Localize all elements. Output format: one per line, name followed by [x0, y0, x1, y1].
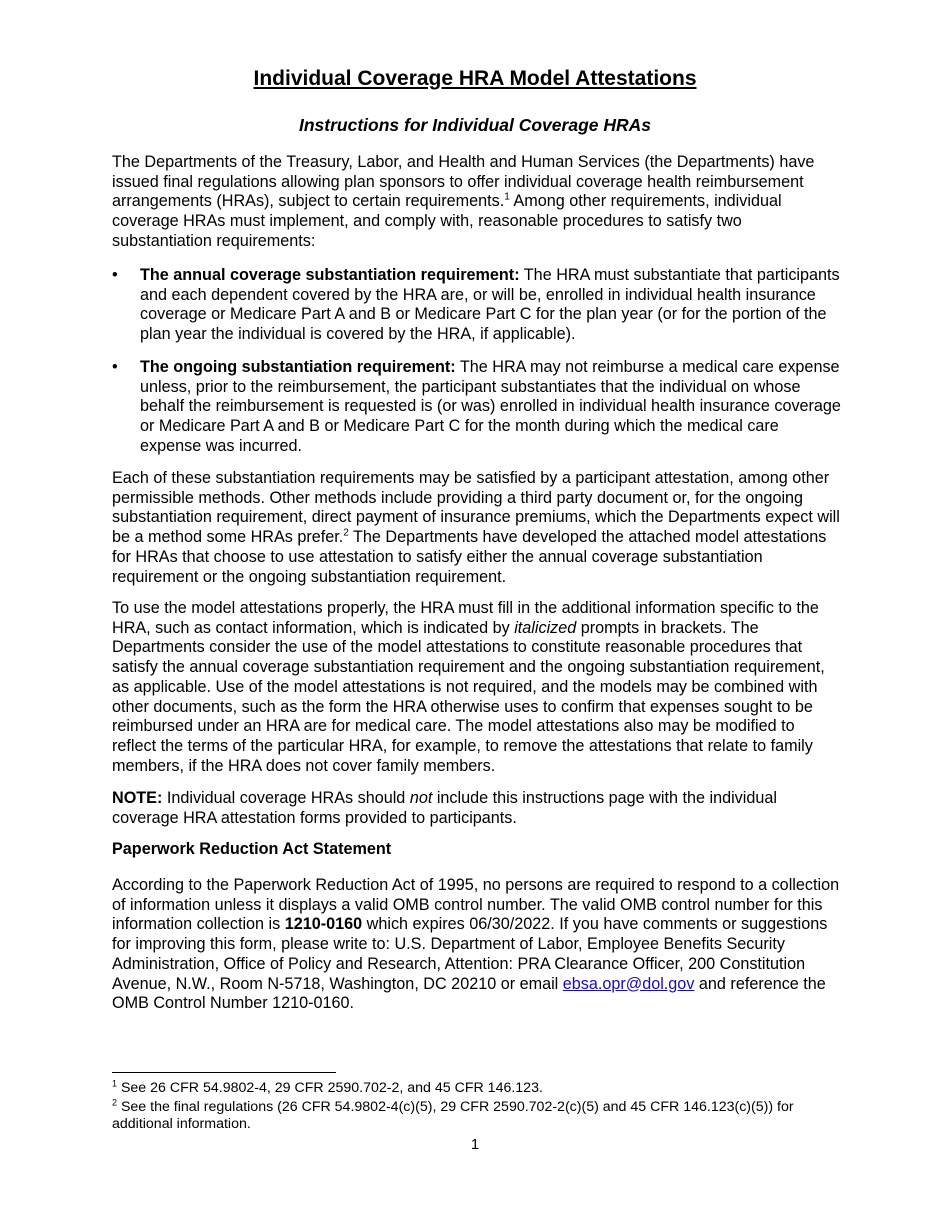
footnote-ref-1: 1 [504, 192, 510, 204]
note-paragraph: NOTE: Individual coverage HRAs should not include this instructions page with the individual coverage HRA attestation forms provided to participants. [112, 789, 777, 827]
pra-heading: Paperwork Reduction Act Statement [112, 840, 392, 858]
page-number: 1 [470, 1136, 480, 1153]
page-title: Individual Coverage HRA Model Attestations [253, 67, 697, 90]
page-subtitle: Instructions for Individual Coverage HRAs [299, 115, 651, 135]
bullet-text: The annual coverage substantiation requirement: The HRA must substantiate that participants and each dependent covered by the HRA are, or will be, enrolled in individual health insurance coverage or Medicare Part A and B or Medicare Part C for the plan year (or for the portion of the plan year the individual is covered by the HRA, if applicable). [140, 266, 840, 344]
omb-control-number: 1210-0160 [284, 915, 363, 934]
footnote-2: $^2$ See the final regulations (26 CFR 54.9802-4(c)(5), 29 CFR 2590.702-2(c)(5) and 45 CFR 146.123(c)(5)) for additional information. [112, 1097, 794, 1132]
email-link[interactable]: ebsa.opr@dol.gov [562, 974, 695, 993]
bullet-text: The ongoing substantiation requirement: The HRA may not reimburse a medical care expense unless, prior to the reimbursement, the participant substantiates that the individual on whose behalf the reimbursement is requested is (or was) enrolled in individual health insurance coverage or Medicare Part A and B or Medicare Part C for the month during which the medical care expense was incurred. [140, 358, 841, 455]
usage-paragraph: To use the model attestations properly, the HRA must fill in the additional information specific to the HRA, such as contact information, which is indicated by italicized prompts in brackets. The Departments consider the use of the model attestations to constitute reasonable procedures that satisfy the annual coverage substantiation requirement and the ongoing substantiation requirement, as applicable. Use of the model attestations is not required, and the models may be combined with other documents, such as the form the HRA otherwise uses to confirm that expenses sought to be reimbursed under an HRA are for medical care. The model attestations also may be modified to reflect the terms of the particular HRA, for example, to remove the attestations that relate to family members, if the HRA does not cover family members. [112, 599, 825, 775]
bullet-icon: • [112, 266, 118, 284]
intro-paragraph: The Departments of the Treasury, Labor, and Health and Human Services (the Departments) have issued final regulations allowing plan sponsors to offer individual coverage health reimbursement arrangements (HRAs), subject to certain requirements.$^1$ Among other requirements, individual coverage HRAs must implement, and comply with, reasonable procedures to satisfy two substantiation requirements: [112, 153, 815, 250]
pra-paragraph: According to the Paperwork Reduction Act of 1995, no persons are required to respond to a collection of information unless it displays a valid OMB control number. The valid OMB control number for this information collection is 1210-0160 which expires 06/30/2022. If you have comments or suggestions for improving this form, please write to: U.S. Department of Labor, Employee Benefits Security Administration, Office of Policy and Research, Attention: PRA Clearance Officer, 200 Constitution Avenue, N.W., Room N-5718, Washington, DC 20210 or email ebsa.opr@dol.gov and reference the OMB Control Number 1210-0160. [112, 876, 840, 1013]
note-label: NOTE: [112, 789, 163, 807]
bullet-label: The ongoing substantiation requirement: [140, 358, 456, 376]
substantiation-paragraph: Each of these substantiation requirements may be satisfied by a participant attestation, among other permissible methods. Other methods include providing a third party document or, for the ongoing substantiation requirement, direct payment of insurance premiums, which the Departments expect will be a method some HRAs prefer.$^2$ The Departments have developed the attached model attestations for HRAs that choose to use attestation to satisfy either the annual coverage substantiation requirement or the ongoing substantiation requirement. [112, 469, 840, 586]
bullet-icon: • [112, 358, 118, 376]
bullet-label: The annual coverage substantiation requirement: [140, 266, 520, 284]
footnote-1: $^1$ See 26 CFR 54.9802-4, 29 CFR 2590.702-2, and 45 CFR 146.123. [112, 1078, 543, 1096]
footnote-divider [112, 1072, 336, 1073]
footnote-ref-2: 2 [343, 527, 349, 539]
